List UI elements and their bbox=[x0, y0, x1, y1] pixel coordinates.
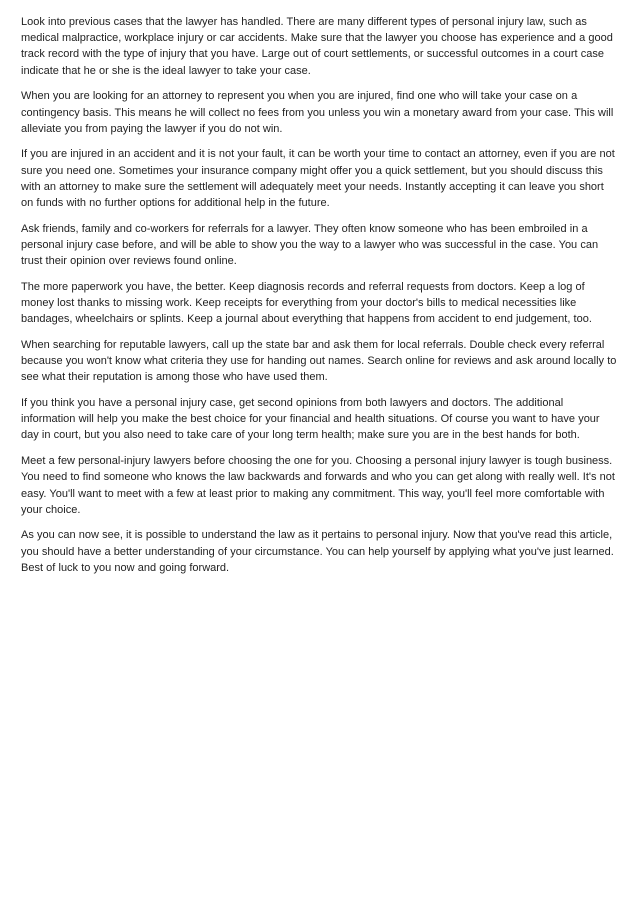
paragraph-state-bar-referrals: When searching for reputable lawyers, call up the state bar and ask them for local referrals. Double check every referral because you won't know what criteria they use for handing out names. Search online for reviews and ask around locally to see what their reputation is among those who have used them. bbox=[21, 338, 617, 384]
paragraph-check-previous-cases: Look into previous cases that the lawyer has handled. There are many different types of personal injury law, such as medical malpractice, workplace injury or car accidents. Make sure that the lawyer you choose has experience and a good track record with the type of injury that you have. Large out of court settlements, or successful outcomes in a court case indicate that he or she is the ideal lawyer to take your case. bbox=[21, 16, 613, 77]
paragraph-contingency-basis: When you are looking for an attorney to represent you when you are injured, find one who will take your case on a contingency basis. This means he will collect no fees from you unless you win a monetary award from your case. This will alleviate you from paying the lawyer if you do not win. bbox=[21, 90, 614, 135]
paragraph-meet-lawyers: Meet a few personal-injury lawyers before choosing the one for you. Choosing a personal injury lawyer is tough business. You need to find someone who knows the law backwards and forwards and who you can get along with really well. It's not easy. You'll want to meet with a few at least prior to making any commitment. This way, you'll feel more comfortable with your choice. bbox=[21, 455, 615, 516]
paragraph-second-opinions: If you think you have a personal injury case, get second opinions from both lawyers and doctors. The additional information will help you make the best choice for your financial and health situations. Of course you want to have your day in court, but you also need to take care of your long term health; make sure you are in the best hands for both. bbox=[21, 397, 600, 442]
paragraph-keep-paperwork: The more paperwork you have, the better. Keep diagnosis records and referral requests from doctors. Keep a log of money lost thanks to missing work. Keep receipts for everything from your doctor's bills to medical necessities like bandages, wheelchairs or splints. Keep a journal about everything that happens from accident to end judgement, too. bbox=[21, 280, 592, 326]
paragraph-ask-for-referrals: Ask friends, family and co-workers for referrals for a lawyer. They often know someone who has been embroiled in a personal injury case before, and will be able to show you the way to a lawyer who was successful in the case. You can trust their opinion over reviews found online. bbox=[21, 222, 599, 268]
paragraph-contact-attorney: If you are injured in an accident and it is not your fault, it can be worth your time to contact an attorney, even if you are not sure you need one. Sometimes your insurance company might offer you a quick settlement, but you should discuss this with an attorney to make sure the settlement will adequately meet your needs. Instantly accepting it can leave you short on funds with no further options for additional help in the future. bbox=[21, 148, 615, 210]
paragraph-conclusion: As you can now see, it is possible to understand the law as it pertains to personal injury. Now that you've read this article, you should have a better understanding of your circumstance. You can help yourself by applying what you've just learned. Best of luck to you now and going forward. bbox=[21, 529, 614, 574]
